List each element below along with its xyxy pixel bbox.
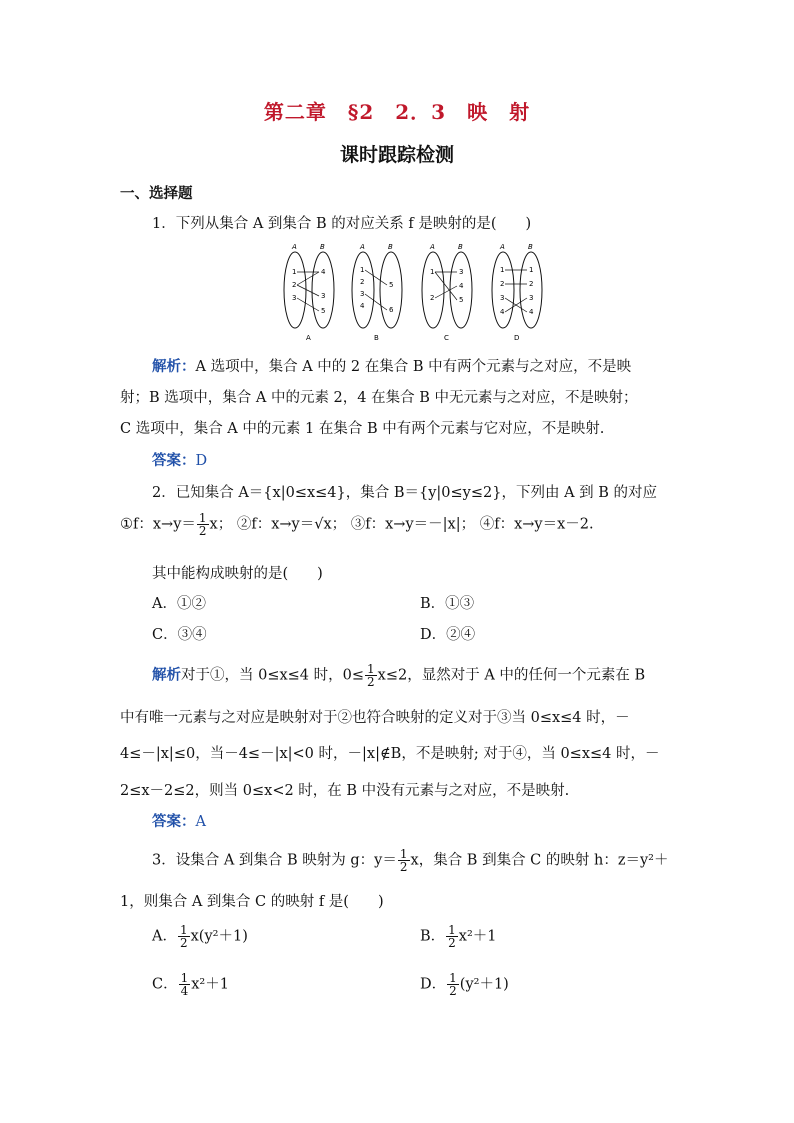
option-letter: B． bbox=[420, 928, 446, 945]
page-subtitle: 课时跟踪检测 bbox=[339, 144, 454, 166]
q3-option-b[interactable] bbox=[420, 924, 497, 949]
panel-a-left-1: 1 bbox=[292, 268, 297, 276]
fraction-numerator: 1 bbox=[449, 971, 457, 985]
panel-d-left-1: 1 bbox=[500, 266, 505, 274]
mapping-figure bbox=[280, 240, 550, 344]
q3-option-d[interactable] bbox=[420, 972, 509, 997]
panel-c-right-2: 4 bbox=[459, 282, 464, 290]
fraction bbox=[398, 848, 410, 873]
panel-a-ellipse-b bbox=[312, 252, 334, 328]
panel-b-left-3: 3 bbox=[360, 290, 365, 298]
panel-c-ellipse-a bbox=[422, 252, 444, 328]
analysis-label: 解析 bbox=[152, 666, 181, 684]
answer-value: A bbox=[195, 814, 206, 830]
q2-option-d[interactable]: D．②④ bbox=[420, 627, 476, 643]
panel-a-right-2: 3 bbox=[321, 292, 326, 300]
panel-d bbox=[492, 243, 542, 342]
panel-b-set-b: B bbox=[388, 243, 393, 251]
panel-a-left-2: 2 bbox=[292, 281, 297, 289]
q2-option-a[interactable]: A．①② bbox=[152, 596, 206, 612]
panel-c-left-1: 1 bbox=[430, 268, 435, 276]
fraction-numerator: 1 bbox=[180, 971, 189, 985]
q2-map-4: ④f：x→y＝x－2. bbox=[479, 516, 594, 533]
option-text: x(y²＋1) bbox=[190, 928, 248, 945]
fraction-denominator: 2 bbox=[179, 936, 188, 950]
q3-stem-a: 3．设集合 A 到集合 B 映射为 g：y＝ bbox=[152, 852, 397, 869]
panel-b-right-2: 6 bbox=[389, 306, 394, 314]
panel-c-set-b: B bbox=[458, 243, 463, 251]
q1-answer bbox=[152, 449, 207, 470]
q2-map-1-tail: x； bbox=[209, 516, 233, 533]
analysis-text: A 选项中，集合 A 中的 2 在集合 B 中有两个元素与之对应，不是映 bbox=[195, 359, 632, 375]
panel-c-right-3: 5 bbox=[459, 296, 464, 304]
section-heading: 一、选择题 bbox=[120, 185, 193, 202]
q3-stem-line-1 bbox=[152, 848, 668, 873]
q2-analysis-line-4: 2≤x－2≤2，则当 0≤x<2 时，在 B 中没有元素与之对应，不是映射. bbox=[120, 783, 570, 799]
q2-stem: 2．已知集合 A＝{x|0≤x≤4}，集合 B＝{y|0≤y≤2}，下列由 A 到 B 的对应 bbox=[152, 485, 658, 501]
fraction-denominator: 2 bbox=[449, 984, 457, 998]
panel-a-set-a: A bbox=[292, 243, 297, 251]
q1-analysis-line-2: 射；B 选项中，集合 A 中的元素 2，4 在集合 B 中无元素与之对应，不是映射； bbox=[120, 390, 638, 406]
option-letter: D． bbox=[420, 976, 447, 993]
panel-b-left-1: 1 bbox=[360, 266, 365, 274]
q2-map-1: ①f：x→y＝ bbox=[120, 516, 196, 533]
option-text: (y²＋1) bbox=[459, 976, 509, 993]
panel-a-arrow bbox=[297, 285, 319, 296]
q1-analysis-line-1 bbox=[152, 355, 631, 376]
panel-b-arrow bbox=[365, 294, 387, 310]
panel-d-ellipse-b bbox=[520, 252, 542, 328]
q2-question: 其中能构成映射的是( ) bbox=[152, 566, 323, 582]
panel-b-left-4: 4 bbox=[360, 302, 365, 310]
panel-d-caption: D bbox=[514, 334, 520, 342]
fraction-numerator: 1 bbox=[198, 511, 207, 525]
analysis-label: 解析： bbox=[152, 358, 196, 375]
panel-d-right-4: 4 bbox=[529, 308, 534, 316]
panel-b bbox=[352, 243, 402, 342]
q2-option-b[interactable]: B．①③ bbox=[420, 596, 475, 612]
panel-c-right-1: 3 bbox=[459, 268, 464, 276]
panel-c-set-a: A bbox=[430, 243, 435, 251]
fraction bbox=[197, 512, 209, 537]
option-letter: A． bbox=[152, 928, 177, 945]
fraction bbox=[178, 924, 190, 949]
q3-stem-line-2: 1，则集合 A 到集合 C 的映射 f 是( ) bbox=[120, 894, 384, 910]
panel-a-set-b: B bbox=[320, 243, 325, 251]
q3-option-c[interactable] bbox=[152, 972, 229, 997]
panel-c bbox=[422, 243, 472, 342]
panel-b-right-1: 5 bbox=[389, 281, 394, 289]
panel-d-right-1: 1 bbox=[529, 266, 534, 274]
panel-d-ellipse-a bbox=[492, 252, 514, 328]
panel-d-right-3: 3 bbox=[529, 294, 534, 302]
panel-c-arrow bbox=[435, 272, 457, 300]
fraction-denominator: 2 bbox=[399, 860, 408, 874]
page-title: 第二章 §2 2．3 映 射 bbox=[263, 100, 531, 124]
panel-d-right-2: 2 bbox=[529, 280, 534, 288]
fraction-numerator: 1 bbox=[399, 847, 408, 861]
panel-d-left-2: 2 bbox=[500, 280, 505, 288]
panel-a-ellipse-a bbox=[284, 252, 306, 328]
panel-b-ellipse-b bbox=[380, 252, 402, 328]
panel-a-left-3: 3 bbox=[292, 294, 297, 302]
q2-map-3: ③f：x→y＝－|x|； bbox=[350, 516, 476, 533]
q3-stem-b: x，集合 B 到集合 C 的映射 h：z＝y²＋ bbox=[410, 852, 669, 869]
fraction bbox=[447, 972, 459, 997]
q2-analysis-line-2: 中有唯一元素与之对应是映射对于②也符合映射的定义对于③当 0≤x≤4 时，－ bbox=[120, 710, 630, 726]
q2-map-2: ②f：x→y＝√x； bbox=[236, 516, 347, 533]
panel-d-set-b: B bbox=[528, 243, 533, 251]
q1-stem: 1．下列从集合 A 到集合 B 的对应关系 f 是映射的是( ) bbox=[152, 216, 532, 232]
panel-c-left-2: 2 bbox=[430, 294, 435, 302]
q2-option-c[interactable]: C．③④ bbox=[152, 627, 207, 643]
analysis-text: 对于①，当 0≤x≤4 时，0≤ bbox=[181, 667, 365, 684]
panel-d-left-4: 4 bbox=[500, 308, 505, 316]
q1-analysis-line-3: C 选项中，集合 A 中的元素 1 在集合 B 中有两个元素与它对应，不是映射. bbox=[120, 421, 605, 437]
panel-a-arrow bbox=[297, 298, 319, 311]
fraction bbox=[365, 663, 377, 688]
answer-value: D bbox=[195, 453, 208, 469]
fraction-numerator: 1 bbox=[179, 923, 188, 937]
panel-a-caption: A bbox=[306, 334, 311, 342]
option-text: x²＋1 bbox=[191, 976, 229, 993]
option-letter: C． bbox=[152, 976, 178, 993]
panel-c-caption: C bbox=[444, 334, 449, 342]
panel-a-right-3: 5 bbox=[321, 307, 326, 315]
panel-a bbox=[284, 243, 334, 342]
fraction-numerator: 1 bbox=[448, 923, 456, 937]
answer-label: 答案： bbox=[152, 452, 196, 469]
panel-a-right-1: 4 bbox=[321, 268, 326, 276]
fraction bbox=[179, 972, 191, 997]
panel-b-arrow bbox=[365, 270, 387, 285]
panel-b-left-2: 2 bbox=[360, 278, 365, 286]
fraction-denominator: 4 bbox=[180, 984, 189, 998]
q2-mappings bbox=[120, 512, 594, 537]
answer-label: 答案： bbox=[152, 813, 196, 830]
fraction bbox=[446, 924, 458, 949]
analysis-text: x≤2，显然对于 A 中的任何一个元素在 B bbox=[377, 667, 646, 684]
option-text: x²＋1 bbox=[458, 928, 497, 945]
fraction-numerator: 1 bbox=[367, 662, 375, 676]
q2-answer bbox=[152, 810, 206, 831]
fraction-denominator: 2 bbox=[367, 675, 375, 689]
q2-analysis-line-1 bbox=[152, 663, 645, 688]
q2-analysis-line-3: 4≤－|x|≤0，当－4≤－|x|<0 时，－|x|∉B，不是映射; 对于④，当 0≤x≤4 时，－ bbox=[120, 746, 660, 762]
q3-option-a[interactable] bbox=[152, 924, 248, 949]
panel-d-left-3: 3 bbox=[500, 294, 505, 302]
panel-a-arrow bbox=[297, 272, 319, 285]
panel-c-ellipse-b bbox=[450, 252, 472, 328]
panel-d-set-a: A bbox=[500, 243, 505, 251]
panel-b-caption: B bbox=[374, 334, 379, 342]
fraction-denominator: 2 bbox=[198, 524, 207, 538]
panel-b-set-a: A bbox=[360, 243, 365, 251]
fraction-denominator: 2 bbox=[448, 936, 456, 950]
